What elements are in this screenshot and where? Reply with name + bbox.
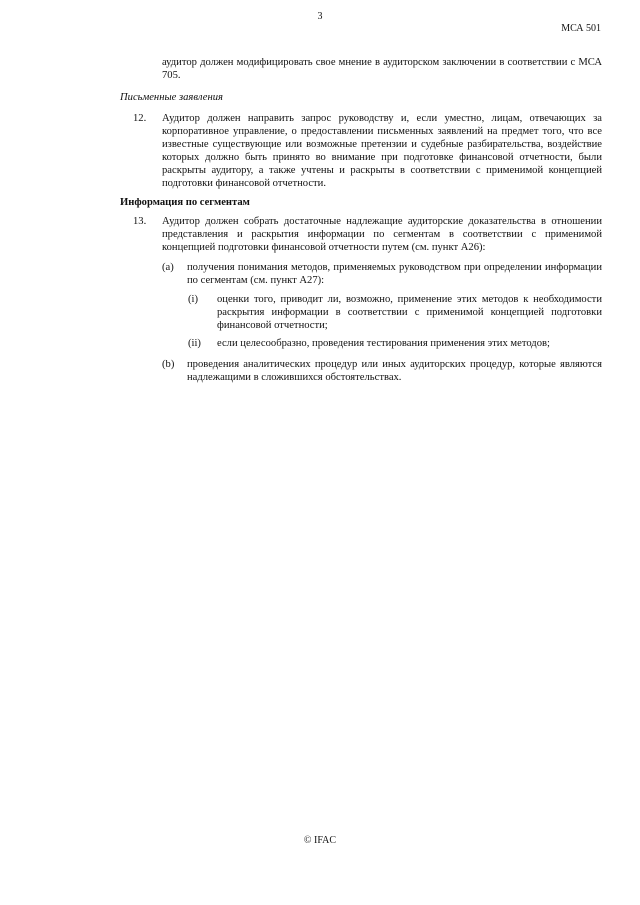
continuation-paragraph: аудитор должен модифицировать свое мнение в аудиторском заключении в соответствии с МСА 705. xyxy=(162,57,602,81)
paragraph-number-12: 12. xyxy=(133,113,147,124)
list-label-a: (a) xyxy=(162,262,174,273)
list-label-ii: (ii) xyxy=(188,338,201,349)
section-heading-segment-information: Информация по сегментам xyxy=(120,197,250,208)
list-label-i: (i) xyxy=(188,294,198,305)
list-item-i: оценки того, приводит ли, возможно, применение этих методов к необходимости раскрытия информации в соответствии с применимой концепцией подготовки финансовой отчетности; xyxy=(217,294,602,331)
paragraph-12: Аудитор должен направить запрос руководству и, если уместно, лицам, отвечающих за корпоративное управление, о предоставлении письменных заявлений на предмет того, что все известные существующие или возможные претензии и судебные разбирательства, воздействие которых должно быть принято во внимание при подготовке финансовой отчетности, были раскрыты аудитору, а также учтены и раскрыты в соответствии с применимой концепцией подготовки финансовой отчетности. xyxy=(162,113,602,189)
footer-copyright: © IFAC xyxy=(303,835,337,846)
list-item-a: получения понимания методов, применяемых руководством при определении информации по сегментам (см. пункт А27): xyxy=(187,262,602,286)
paragraph-number-13: 13. xyxy=(133,216,147,227)
document-code: МСА 501 xyxy=(561,23,601,34)
list-item-b: проведения аналитических процедур или иных аудиторских процедур, которые являются надлежащими в сложившихся обстоятельствах. xyxy=(187,359,602,383)
list-item-ii: если целесообразно, проведения тестирования применения этих методов; xyxy=(217,338,550,349)
list-label-b: (b) xyxy=(162,359,175,370)
paragraph-13: Аудитор должен собрать достаточные надлежащие аудиторские доказательства в отношении представления и раскрытия информации по сегментам в соответствии с применимой концепцией подготовки финансовой отчетности путем (см. пункт А26): xyxy=(162,216,602,253)
page-number: 3 xyxy=(317,11,323,22)
section-heading-written-representations: Письменные заявления xyxy=(120,92,223,103)
